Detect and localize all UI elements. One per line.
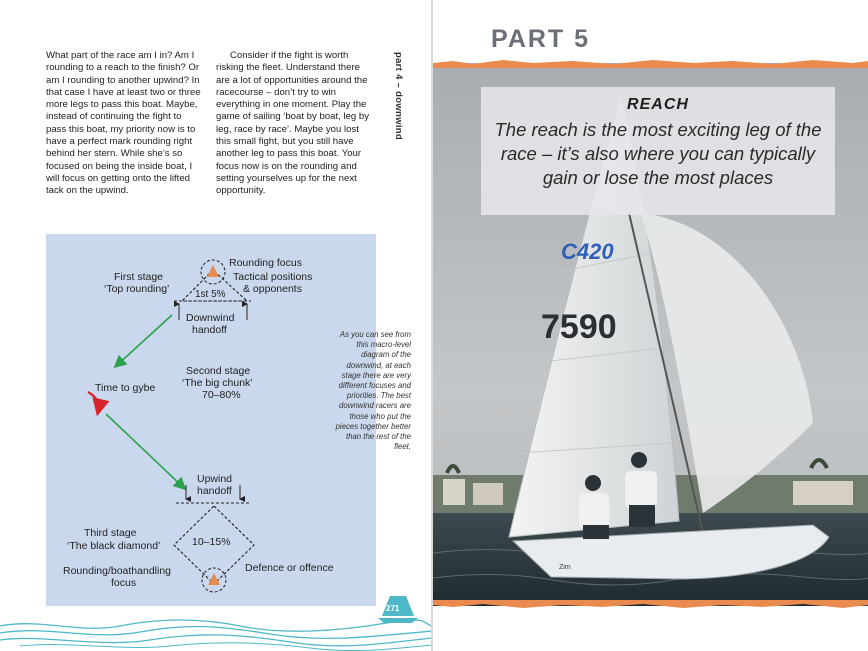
left-page <box>0 0 432 651</box>
downwind-diagram <box>46 234 411 606</box>
rounding-boathandling-label-2: focus <box>111 577 137 589</box>
hull-name-text: Zim <box>559 564 571 571</box>
upwind-handoff-label-2: handoff <box>197 485 232 497</box>
green-arrow-1 <box>116 315 172 366</box>
red-gybe-arrow <box>88 392 99 412</box>
second-stage-percent: 70–80% <box>202 389 241 401</box>
top-mark-icon <box>207 265 219 277</box>
first-stage-percent: 1st 5% <box>195 289 226 300</box>
sail-number-text: 7590 <box>541 308 617 346</box>
first-stage-label: First stage <box>114 271 164 283</box>
diagram-note: As you can see from this macro-level diagram of the downwind, at each stage there are very different focuses and priorities. The best downwind racers are those who put the pieces together better than the rest of the fleet. <box>335 330 411 452</box>
photo-top-edge <box>433 56 868 68</box>
running-head: part 4 – downwind <box>393 52 404 140</box>
first-stage-subtitle: ‘Top rounding’ <box>104 283 170 295</box>
caption-title: REACH <box>627 96 689 113</box>
right-page <box>433 0 868 651</box>
caption-box <box>481 87 835 215</box>
third-stage-subtitle: ‘The black diamond’ <box>67 540 161 552</box>
downwind-handoff-label-1: Downwind <box>186 312 235 324</box>
part-title: PART 5 <box>491 25 591 53</box>
wave-decoration <box>0 596 432 651</box>
body-column-2-text: Consider if the fight is worth risking the fleet. Understand there are a lot of opportunities around the racecourse – don’t try to win everything in one moment. Play the game of sailing ‘boat by boat, leg by leg, race by race’. Maybe you lost this small fight, but you still have another leg to pass this boat. Your focus now is on the rounding and setting yourselves up for the next opportunity. <box>216 50 370 197</box>
defence-offence-label: Defence or offence <box>245 562 334 574</box>
downwind-handoff-label-2: handoff <box>192 324 227 336</box>
upwind-handoff-label-1: Upwind <box>197 473 233 485</box>
body-column-2 <box>216 50 375 198</box>
second-stage-label: Second stage <box>186 365 251 377</box>
third-stage-label: Third stage <box>84 527 137 539</box>
rounding-focus-label: Rounding focus <box>229 257 302 269</box>
body-column-1: What part of the race am I in? Am I rounding to a reach to the finish? Or am I rounding to another upwind? In that case I have at least two or three more legs to pass this boat. Maybe, instead of continuing the fight to pass this boat, my priority now is to have a perfect mark rounding right behind her stern. While she’s so focused on being the inside boat, I will focus on getting onto the lifted tack on the upwind. <box>46 50 201 197</box>
green-arrow-2 <box>106 414 184 488</box>
caption-text: The reach is the most exciting leg of the race – it’s also where you can typically gain or lose the most places <box>494 119 822 188</box>
tactical-positions-label-2: & opponents <box>243 283 302 295</box>
time-to-gybe-label: Time to gybe <box>95 382 156 394</box>
rounding-boathandling-label-1: Rounding/boathandling <box>63 565 172 577</box>
sailing-photo <box>433 63 868 606</box>
third-stage-percent: 10–15% <box>192 536 231 548</box>
tactical-positions-label-1: Tactical positions <box>233 271 313 283</box>
second-stage-subtitle: ‘The big chunk’ <box>182 377 253 389</box>
sail-logo-text: C420 <box>561 239 614 264</box>
page-number: 271 <box>386 604 400 613</box>
bottom-mark-icon <box>208 573 220 585</box>
photo-bottom-edge <box>433 600 868 612</box>
